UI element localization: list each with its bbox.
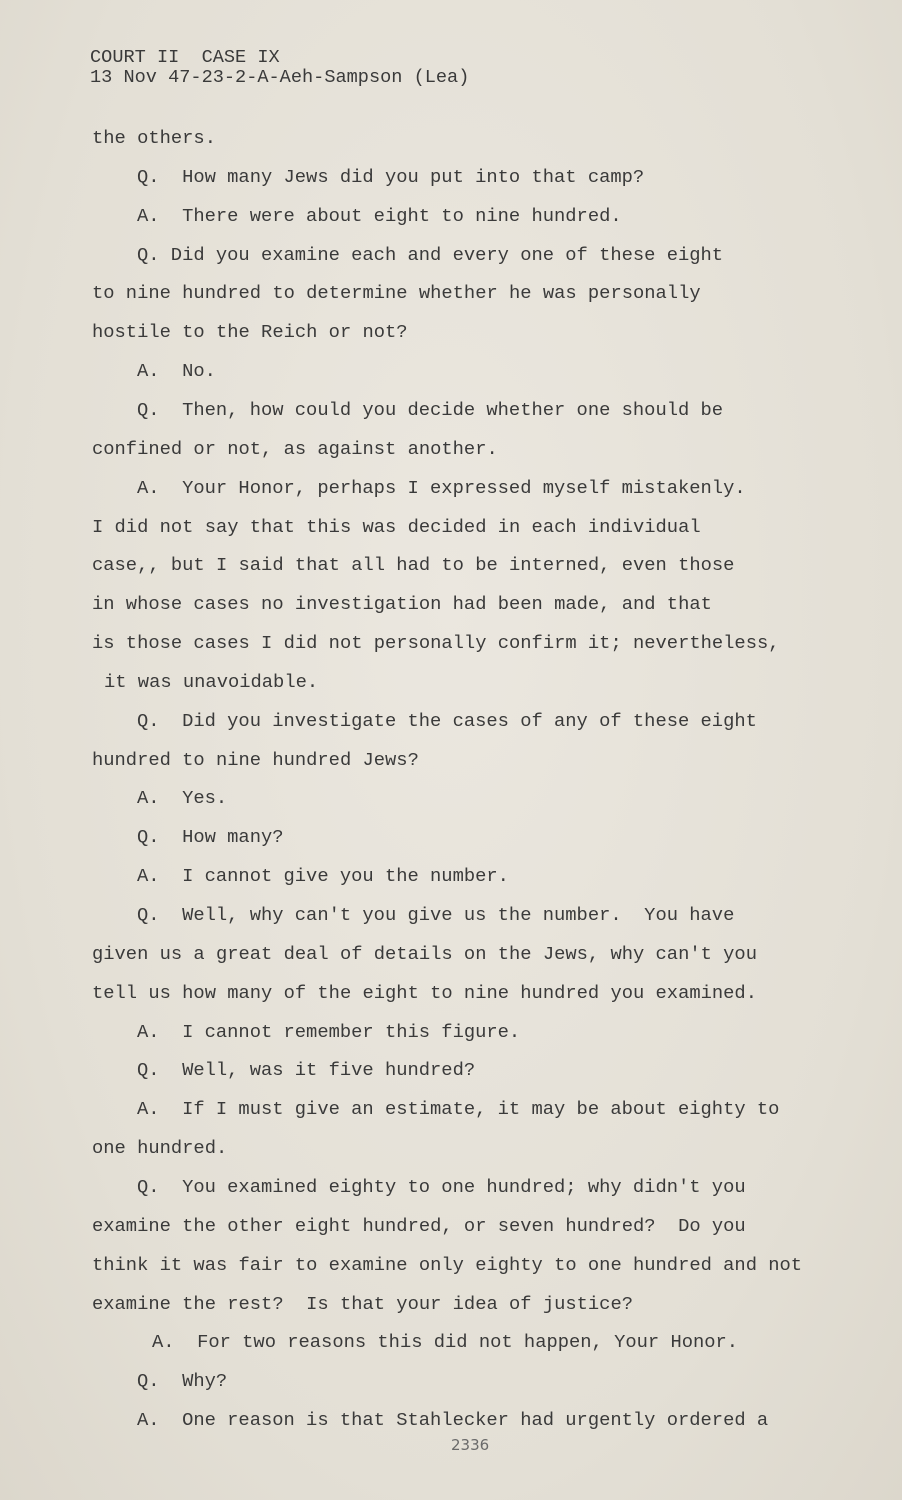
transcript-line: A. If I must give an estimate, it may be about eighty to [137, 1098, 780, 1121]
transcript-line: Q. How many Jews did you put into that camp? [137, 165, 645, 188]
transcript-line: A. There were about eight to nine hundred. [137, 204, 622, 227]
transcript-line: A. No. [137, 360, 216, 383]
transcript-line: Q. Then, how could you decide whether one should be [137, 398, 724, 421]
transcript-line: to nine hundred to determine whether he was personally [92, 282, 701, 305]
transcript-line: A. I cannot remember this figure. [137, 1020, 521, 1043]
header-session-reference: 13 Nov 47-23-2-A-Aeh-Sampson (Lea) [90, 67, 470, 88]
transcript-line: tell us how many of the eight to nine hundred you examined. [92, 981, 757, 1004]
transcript-line: A. Your Honor, perhaps I expressed myself mistakenly. [137, 476, 746, 499]
transcript-line: think it was fair to examine only eighty to one hundred and not [92, 1253, 803, 1276]
page-number: 2336 [451, 1436, 490, 1454]
transcript-line: examine the other eight hundred, or seven hundred? Do you [92, 1214, 746, 1237]
transcript-line: Q. How many? [137, 826, 284, 849]
transcript-line: given us a great deal of details on the Jews, why can't you [92, 942, 757, 965]
transcript-line: Q. Why? [137, 1370, 228, 1393]
transcript-line: is those cases I did not personally confirm it; nevertheless, [92, 632, 780, 655]
transcript-line: A. One reason is that Stahlecker had urgently ordered a [137, 1409, 769, 1432]
transcript-line: Q. Did you examine each and every one of these eight [137, 243, 724, 266]
transcript-line: I did not say that this was decided in each individual [92, 515, 701, 538]
transcript-line: A. Yes. [137, 787, 228, 810]
header-court-case: COURT II CASE IX [90, 47, 280, 68]
transcript-line: A. I cannot give you the number. [137, 865, 509, 888]
transcript-line: Q. Well, why can't you give us the number. You have [137, 904, 735, 926]
transcript-line: the others. [92, 127, 216, 149]
transcript-line: one hundred. [92, 1137, 228, 1160]
transcript-line: case,, but I said that all had to be interned, even those [92, 554, 735, 577]
transcript-line: hundred to nine hundred Jews? [92, 748, 419, 771]
transcript-line: Q. Did you investigate the cases of any of these eight [137, 709, 757, 732]
transcript-line: A. For two reasons this did not happen, Your Honor. [152, 1331, 739, 1354]
transcript-line: in whose cases no investigation had been made, and that [92, 593, 712, 616]
transcript-line: Q. Well, was it five hundred? [137, 1059, 476, 1082]
transcript-line: it was unavoidable. [104, 670, 319, 693]
transcript-line: examine the rest? Is that your idea of justice? [92, 1292, 633, 1315]
transcript-line: confined or not, as against another. [92, 437, 498, 460]
transcript-line: hostile to the Reich or not? [92, 321, 408, 344]
transcript-line: Q. You examined eighty to one hundred; why didn't you [137, 1175, 746, 1198]
